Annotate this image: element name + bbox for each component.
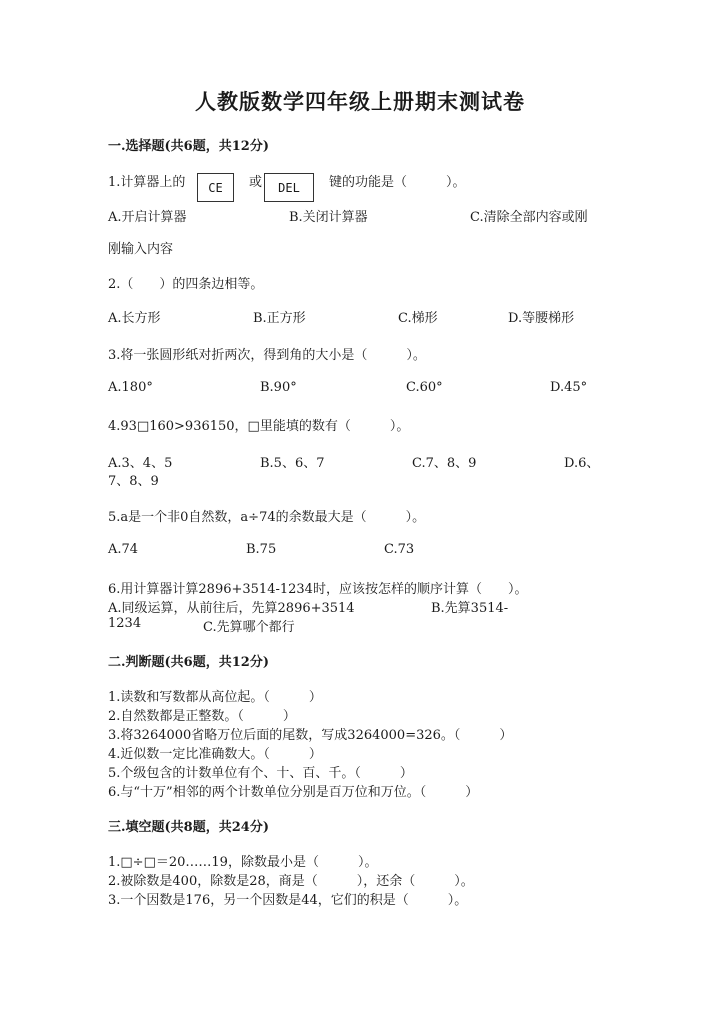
q6-option-a: A.同级运算，从前往后，先算2896+3514 xyxy=(108,601,355,616)
q1-stem-or: 或 xyxy=(249,175,263,190)
q1-option-c: C.清除全部内容或刚 xyxy=(470,210,588,225)
q5-stem: 5.a是一个非0自然数，a÷74的余数最大是（ ）。 xyxy=(108,510,426,525)
fill-item: 1.□÷□＝20……19，除数最小是（ ）。 xyxy=(108,855,378,870)
fill-item: 3.一个因数是176，另一个因数是44，它们的积是（ ）。 xyxy=(108,893,468,908)
q4-option-b: B.5、6、7 xyxy=(260,456,325,471)
q4-option-d-continued: 7、8、9 xyxy=(108,474,159,489)
q3-option-d: D.45° xyxy=(550,380,588,395)
fill-item: 2.被除数是400，除数是28，商是（ ），还余（ ）。 xyxy=(108,874,474,889)
q6-option-b: B.先算3514- xyxy=(431,601,509,616)
q4-stem: 4.93□160>936150，□里能填的数有（ ）。 xyxy=(108,419,410,434)
q2-stem: 2.（ ）的四条边相等。 xyxy=(108,277,264,292)
q4-option-c: C.7、8、9 xyxy=(412,456,477,471)
q1-option-b: B.关闭计算器 xyxy=(289,210,368,225)
section-header-fill: 三.填空题(共8题，共24分) xyxy=(108,820,269,835)
q1-stem-before: 1.计算器上的 xyxy=(108,175,186,190)
judge-item: 6.与“十万”相邻的两个计数单位分别是百万位和万位。（ ） xyxy=(108,785,479,800)
q3-option-a: A.180° xyxy=(108,380,153,395)
q2-option-b: B.正方形 xyxy=(253,311,306,326)
q2-option-c: C.梯形 xyxy=(398,311,438,326)
q3-stem: 3.将一张圆形纸对折两次，得到角的大小是（ ）。 xyxy=(108,348,426,363)
q6-stem: 6.用计算器计算2896+3514-1234时，应该按怎样的顺序计算（ ）。 xyxy=(108,582,528,597)
q3-option-c: C.60° xyxy=(406,380,443,395)
judge-item: 5.个级包含的计数单位有个、十、百、千。（ ） xyxy=(108,766,413,781)
section-header-judge: 二.判断题(共6题，共12分) xyxy=(108,655,269,670)
q1-option-a: A.开启计算器 xyxy=(108,210,187,225)
judge-item: 4.近似数一定比准确数大。（ ） xyxy=(108,747,322,762)
judge-item: 2.自然数都是正整数。（ ） xyxy=(108,709,296,724)
q3-option-b: B.90° xyxy=(260,380,297,395)
q6-option-b-continued: 1234 xyxy=(108,616,142,631)
del-key-icon: DEL xyxy=(264,173,314,202)
judge-item: 1.读数和写数都从高位起。（ ） xyxy=(108,690,322,705)
q2-option-a: A.长方形 xyxy=(108,311,161,326)
section-header-choice: 一.选择题(共6题，共12分) xyxy=(108,139,269,154)
q5-option-b: B.75 xyxy=(246,542,277,557)
ce-key-icon: CE xyxy=(197,173,234,202)
q1-option-c-continued: 刚输入内容 xyxy=(108,242,174,257)
q5-option-a: A.74 xyxy=(108,542,139,557)
q6-option-c: C.先算哪个都行 xyxy=(203,620,295,635)
q2-option-d: D.等腰梯形 xyxy=(508,311,575,326)
q5-option-c: C.73 xyxy=(384,542,415,557)
q1-stem-after: 键的功能是（ ）。 xyxy=(329,175,466,190)
q4-option-a: A.3、4、5 xyxy=(108,456,173,471)
judge-item: 3.将3264000省略万位后面的尾数，写成3264000=326。（ ） xyxy=(108,728,513,743)
page-title: 人教版数学四年级上册期末测试卷 xyxy=(195,89,525,114)
q4-option-d: D.6、 xyxy=(564,456,600,471)
